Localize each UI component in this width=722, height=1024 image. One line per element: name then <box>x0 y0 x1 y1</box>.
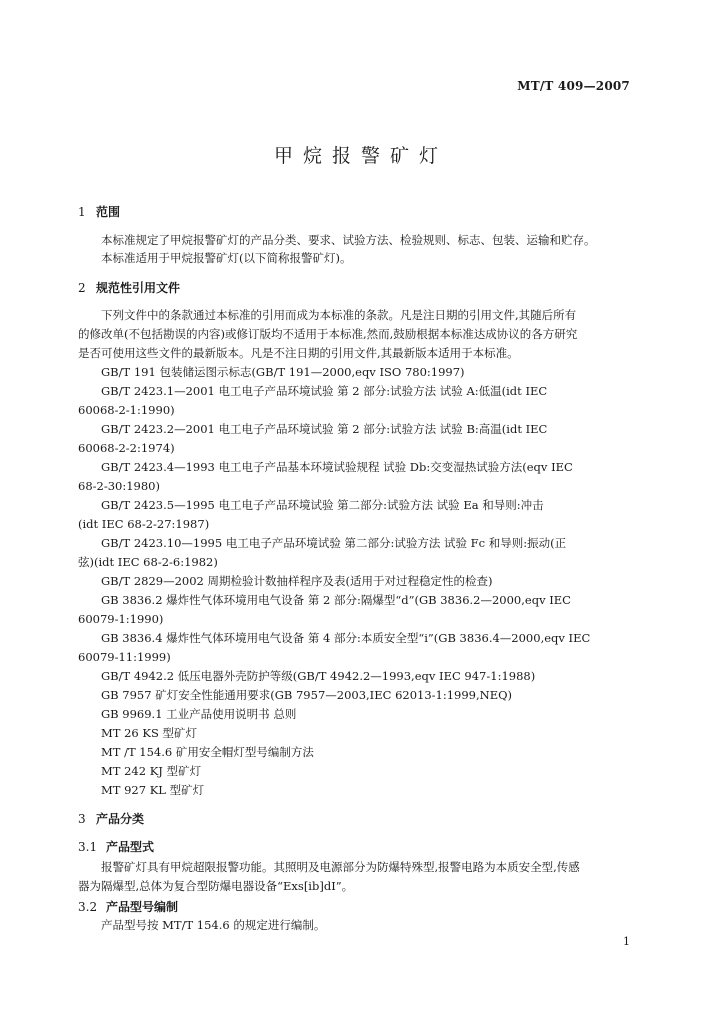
reference-item-continuation: 60068-2-2:1974) <box>78 441 175 455</box>
subsection-3-2-heading <box>78 898 178 915</box>
subsection-number: 3.1 <box>78 840 98 854</box>
reference-item: GB 9969.1 工业产品使用说明书 总则 <box>101 707 297 721</box>
reference-item-continuation: (idt IEC 68-2-27:1987) <box>78 517 210 531</box>
reference-item: GB/T 2829—2002 周期检验计数抽样程序及表(适用于对过程稳定性的检查) <box>101 574 493 588</box>
standard-code: MT/T 409—2007 <box>517 79 630 93</box>
subsection-title: 产品型号编制 <box>106 900 179 914</box>
reference-item: MT 26 KS 型矿灯 <box>101 726 198 740</box>
reference-item: GB/T 4942.2 低压电器外壳防护等级(GB/T 4942.2—1993,eqv IEC 947-1:1988) <box>101 669 536 683</box>
subsection-3-1-line-1: 报警矿灯具有甲烷超限报警功能。其照明及电源部分为防爆特殊型,报警电路为本质安全型,传感 <box>101 860 580 874</box>
reference-item: MT /T 154.6 矿用安全帽灯型号编制方法 <box>101 745 314 759</box>
section-title: 范围 <box>96 205 121 219</box>
section-1-paragraph-1: 本标准规定了甲烷报警矿灯的产品分类、要求、试验方法、检验规则、标志、包装、运输和贮存。 <box>101 233 596 247</box>
section-2-intro-line-1: 下列文件中的条款通过本标准的引用而成为本标准的条款。凡是注日期的引用文件,其随后所有 <box>101 308 577 322</box>
reference-item: GB/T 2423.2—2001 电工电子产品环境试验 第 2 部分:试验方法 试验 B:高温(idt IEC <box>101 422 548 436</box>
reference-item: GB/T 191 包装储运图示标志(GB/T 191—2000,eqv ISO 780:1997) <box>101 365 465 379</box>
section-3-heading <box>78 810 144 827</box>
reference-item-continuation: 60079-11:1999) <box>78 650 171 664</box>
reference-item: MT 927 KL 型矿灯 <box>101 783 205 797</box>
section-2-heading <box>78 279 180 296</box>
section-number: 1 <box>78 205 86 219</box>
reference-item-continuation: 弦)(idt IEC 68-2-6:1982) <box>78 555 218 569</box>
section-1-heading <box>78 203 120 220</box>
reference-item-continuation: 68-2-30:1980) <box>78 479 160 493</box>
reference-item-continuation: 60079-1:1990) <box>78 612 164 626</box>
reference-item: GB/T 2423.4—1993 电工电子产品基本环境试验规程 试验 Db:交变湿热试验方法(eqv IEC <box>101 460 573 474</box>
subsection-number: 3.2 <box>78 900 98 914</box>
reference-item: GB/T 2423.1—2001 电工电子产品环境试验 第 2 部分:试验方法 试验 A:低温(idt IEC <box>101 384 548 398</box>
subsection-3-2-line-1: 产品型号按 MT/T 154.6 的规定进行编制。 <box>101 918 326 932</box>
section-title: 产品分类 <box>96 812 145 826</box>
reference-item: GB/T 2423.5—1995 电工电子产品环境试验 第二部分:试验方法 试验 Ea 和导则:冲击 <box>101 498 544 512</box>
subsection-3-1-heading <box>78 838 154 855</box>
reference-item: GB/T 2423.10—1995 电工电子产品环境试验 第二部分:试验方法 试验 Fc 和导则:振动(正 <box>101 536 567 550</box>
section-number: 3 <box>78 812 86 826</box>
section-2-intro-line-3: 是否可使用这些文件的最新版本。凡是不注日期的引用文件,其最新版本适用于本标准。 <box>78 346 519 360</box>
document-title: 甲烷报警矿灯 <box>273 145 448 167</box>
reference-item: GB 3836.4 爆炸性气体环境用电气设备 第 4 部分:本质安全型“i”(GB 3836.4—2000,eqv IEC <box>101 631 591 645</box>
reference-item: MT 242 KJ 型矿灯 <box>101 764 202 778</box>
section-1-paragraph-2: 本标准适用于甲烷报警矿灯(以下简称报警矿灯)。 <box>101 251 352 265</box>
reference-item: GB 7957 矿灯安全性能通用要求(GB 7957—2003,IEC 62013-1:1999,NEQ) <box>101 688 513 702</box>
page-number: 1 <box>623 935 630 948</box>
section-2-intro-line-2: 的修改单(不包括勘误的内容)或修订版均不适用于本标准,然而,鼓励根据本标准达成协议的各方研究 <box>78 327 578 341</box>
reference-item: GB 3836.2 爆炸性气体环境用电气设备 第 2 部分:隔爆型“d”(GB 3836.2—2000,eqv IEC <box>101 593 571 607</box>
section-title: 规范性引用文件 <box>96 281 181 295</box>
section-number: 2 <box>78 281 86 295</box>
subsection-3-1-line-2: 器为隔爆型,总体为复合型防爆电器设备“Exs[ib]dI”。 <box>78 879 354 893</box>
reference-item-continuation: 60068-2-1:1990) <box>78 403 175 417</box>
subsection-title: 产品型式 <box>106 840 155 854</box>
